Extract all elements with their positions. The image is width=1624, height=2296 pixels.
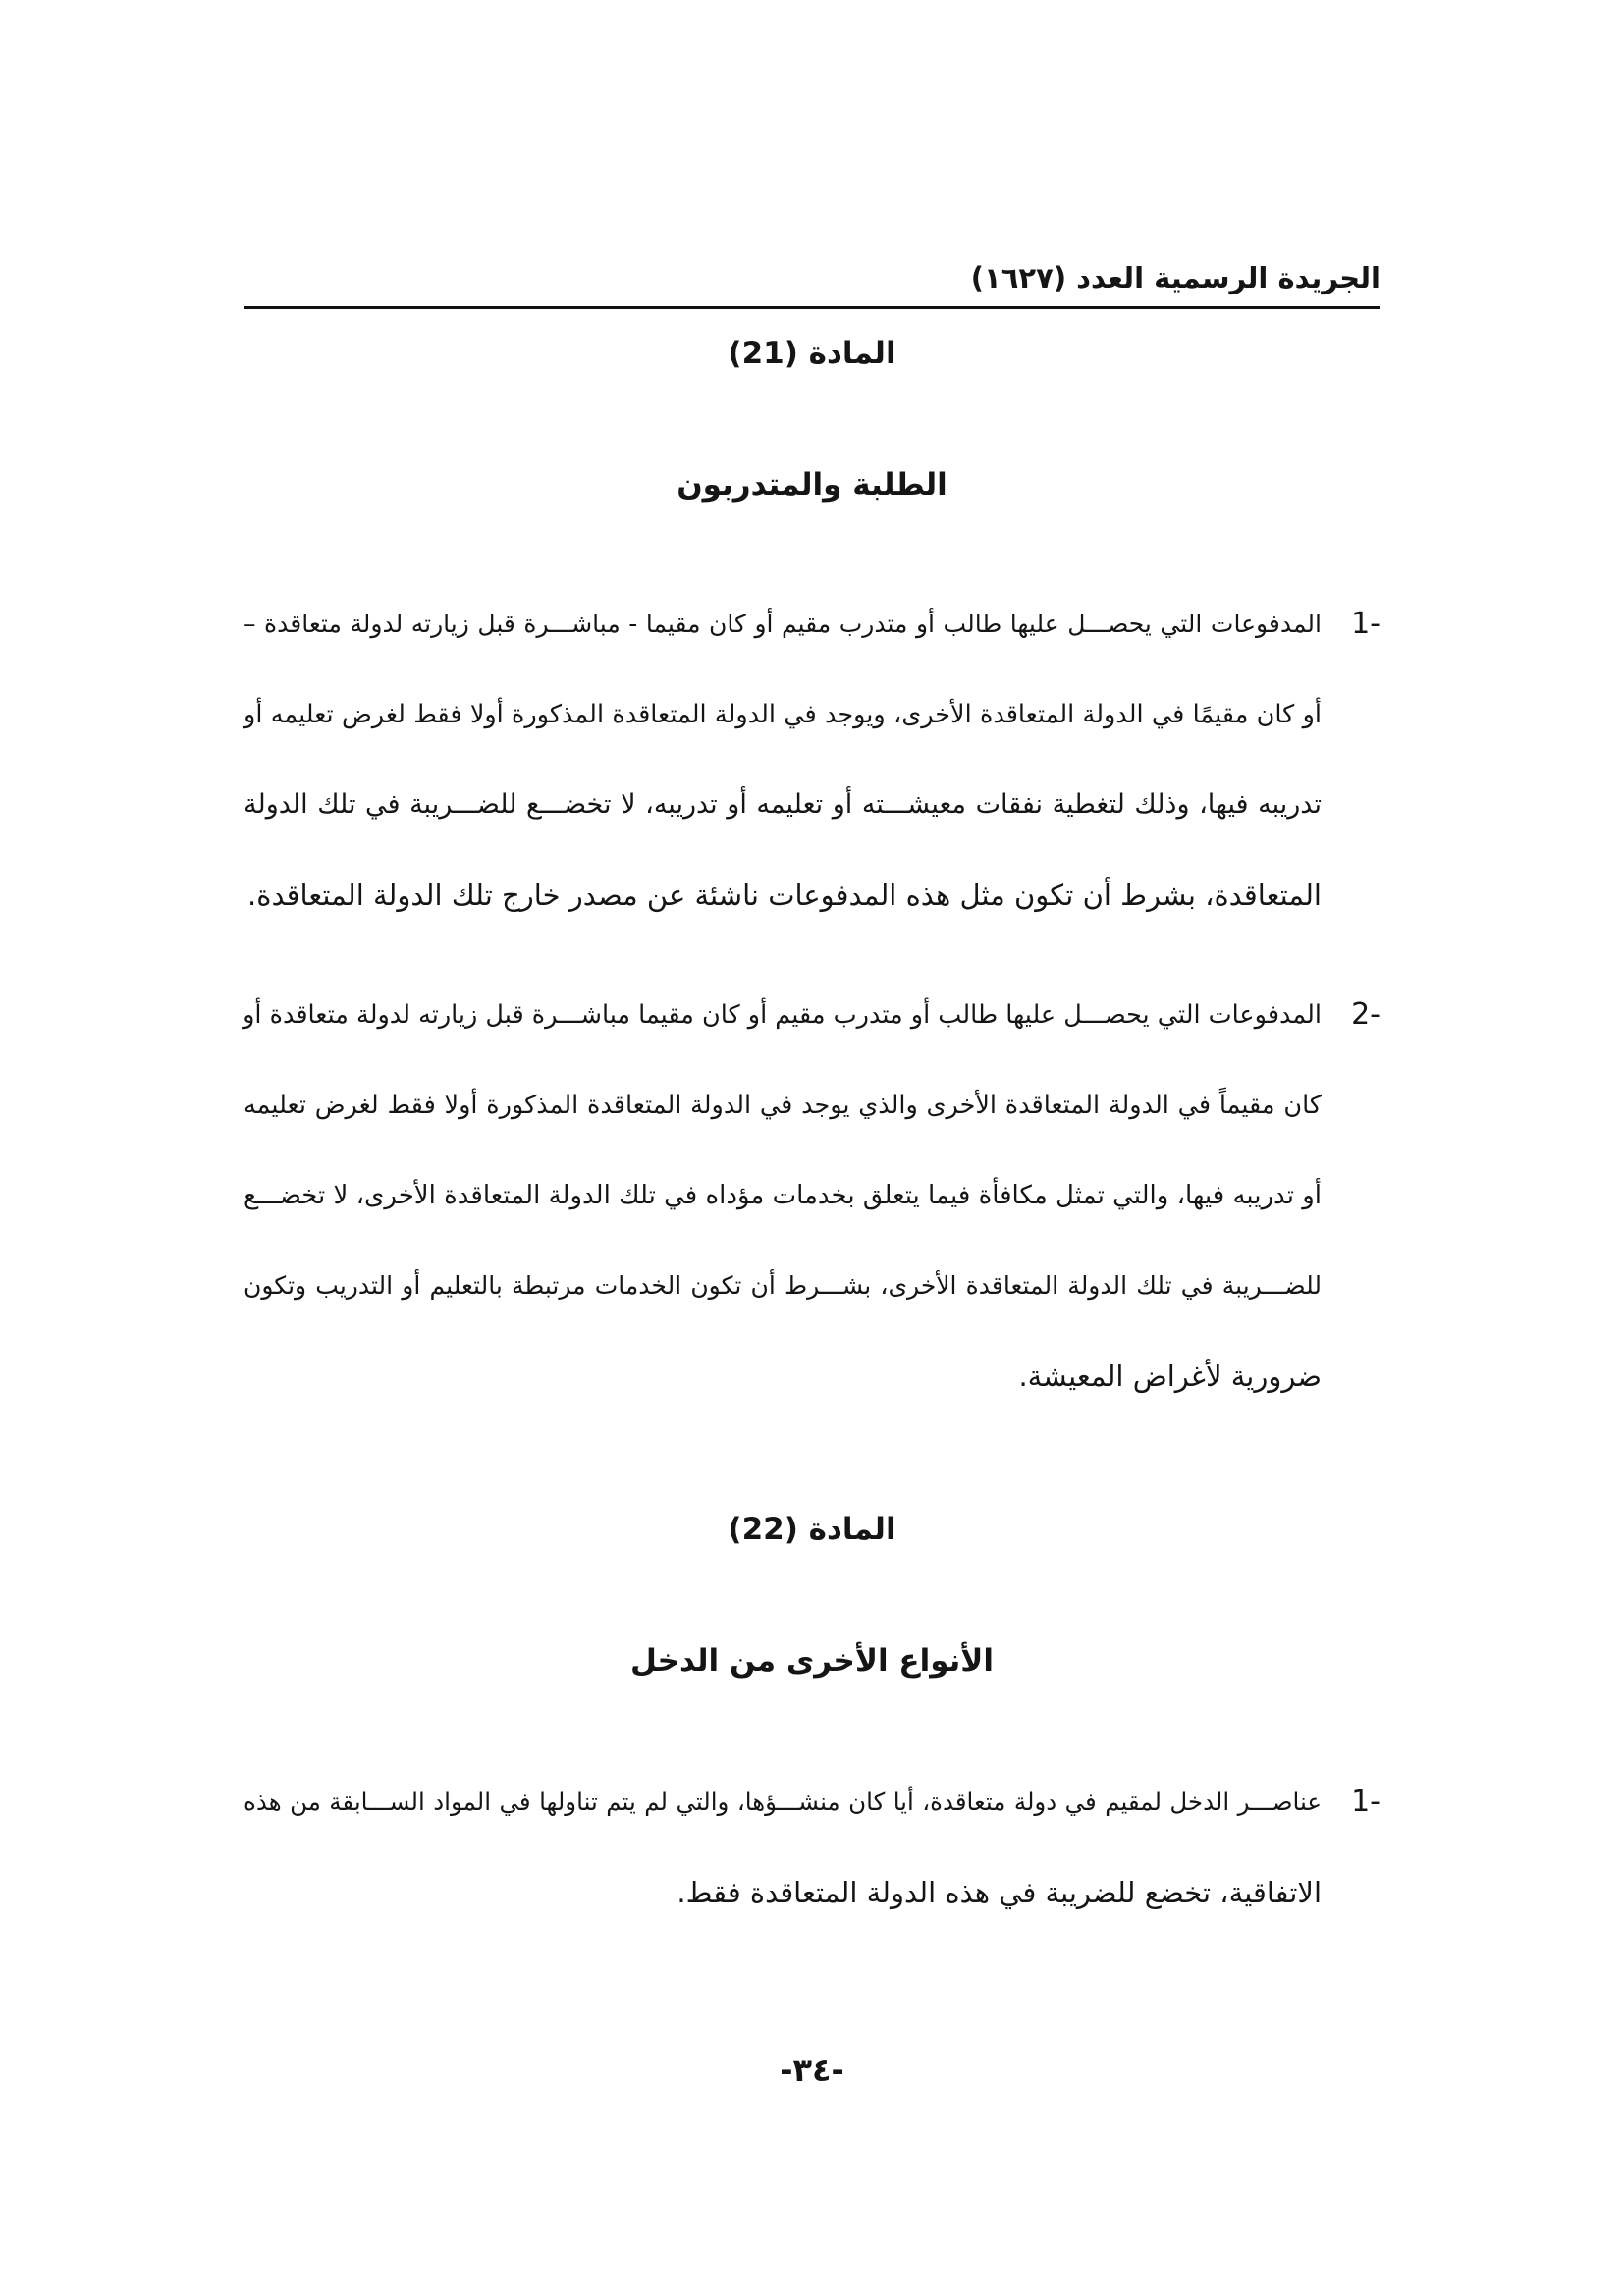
article-22-item-1 [244, 1757, 1380, 1938]
text-line: المتعاقدة، بشرط أن تكون مثل هذه المدفوعات ناشئة عن مصدر خارج تلك الدولة المتعاقدة. [247, 879, 1322, 912]
article-22-subtitle: الأنواع الأخرى من الدخل [630, 1643, 994, 1679]
item-text [244, 579, 1322, 940]
page-header [244, 257, 1380, 309]
item-number: -2 [1351, 997, 1380, 1032]
text-line: المدفوعات التي يحصـــل عليها طالب أو متدرب مقيم أو كان مقيما - مباشـــرة قبل زيارته لدولة متعاقدة – [244, 610, 1322, 638]
text-line: المدفوعات التي يحصـــل عليها طالب أو متدرب مقيم أو كان مقيما مباشـــرة قبل زيارته لدولة متعاقدة أو [243, 1000, 1322, 1030]
text-line: عناصـــر الدخل لمقيم في دولة متعاقدة، أيا كان منشـــؤها، والتي لم يتم تناولها في المواد الســـابقة من هذه [244, 1788, 1322, 1816]
article-21-subtitle: الطلبة والمتدربون [677, 467, 947, 503]
text-line: ضرورية لأغراض المعيشة. [1018, 1360, 1322, 1393]
text-line: تدريبه فيها، وذلك لتغطية نفقات معيشـــته أو تعليمه أو تدريبه، لا تخضـــع للضـــريبة في تلك الدولة [244, 789, 1322, 820]
item-text [244, 1757, 1322, 1938]
article-22-heading: المادة (22) [728, 1512, 896, 1547]
item-number: -1 [1351, 1785, 1380, 1819]
article-21-heading: المادة (21) [728, 336, 896, 371]
article-21-item-2 [244, 970, 1380, 1421]
gazette-title: الجريدة الرسمية العدد (١٦٢٧) [970, 261, 1380, 294]
text-line: للضـــريبة في تلك الدولة المتعاقدة الأخرى، بشـــرط أن تكون الخدمات مرتبطة بالتعليم أو التدريب وتكون [244, 1271, 1322, 1300]
text-line: أو تدريبه فيها، والتي تمثل مكافأة فيما يتعلق بخدمات مؤداه في تلك الدولة المتعاقدة الأخرى، لا تخضـــع [244, 1181, 1322, 1210]
item-number: -1 [1351, 607, 1380, 641]
text-line: أو كان مقيمًا في الدولة المتعاقدة الأخرى، ويوجد في الدولة المتعاقدة المذكورة أولا فقط لغرض تعليمه أو [244, 700, 1322, 729]
text-line: كان مقيماً في الدولة المتعاقدة الأخرى والذي يوجد في الدولة المتعاقدة المذكورة أولا فقط لغرض تعليمه [244, 1091, 1322, 1120]
article-21-item-1 [244, 579, 1380, 940]
page-number: -٣٤- [780, 2052, 844, 2089]
text-line: الاتفاقية، تخضع للضريبة في هذه الدولة المتعاقدة فقط. [677, 1876, 1322, 1909]
item-text [244, 970, 1322, 1421]
